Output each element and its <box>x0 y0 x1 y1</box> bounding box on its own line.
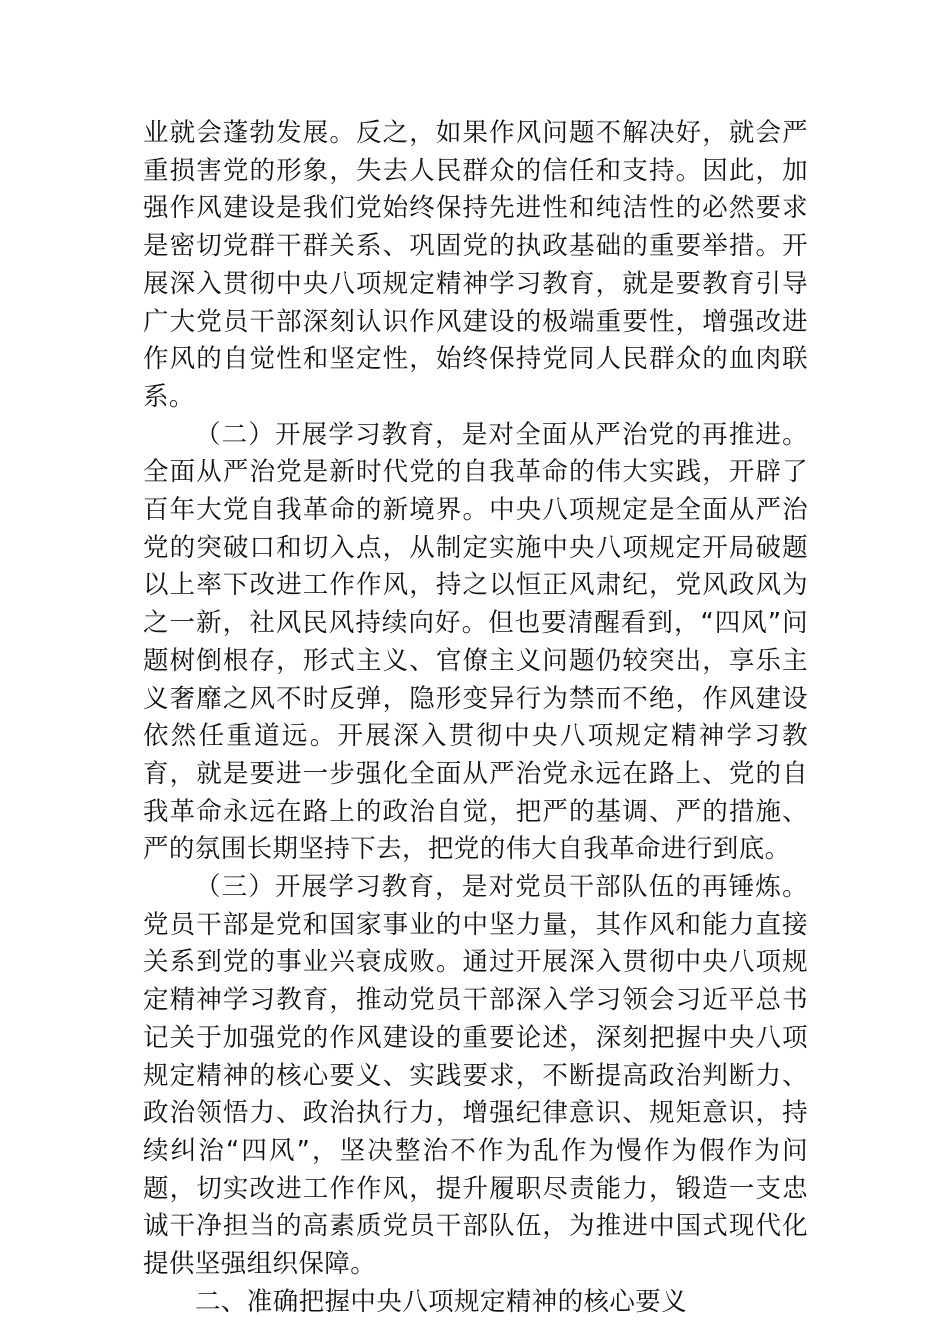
paragraph-continuation: 业就会蓬勃发展。反之，如果作风问题不解决好，就会严重损害党的形象，失去人民群众的信任和支持。因此，加强作风建设是我们党始终保持先进性和纯洁性的必然要求是密切党群干群关系、巩固党的执政基础的重要举措。开展深入贯彻中央八项规定精神学习教育，就是要教育引导广大党员干部深刻认识作风建设的极端重要性，增强改进作风的自觉性和坚定性，始终保持党同人民群众的血肉联系。 <box>143 118 808 412</box>
section-heading: 二、准确把握中央八项规定精神的核心要义 <box>195 1286 688 1317</box>
document-body <box>143 115 808 1322</box>
paragraph-section-2: （二）开展学习教育，是对全面从严治党的再推进。全面从严治党是新时代党的自我革命的伟大实践，开辟了百年大党自我革命的新境界。中央八项规定是全面从严治党的突破口和切入点，从制定实施中央八项规定开局破题以上率下改进工作作风，持之以恒正风肃纪，党风政风为之一新，社风民风持续向好。但也要清醒看到，“四风”问题树倒根存，形式主义、官僚主义问题仍较突出，享乐主义奢靡之风不时反弹，隐形变异行为禁而不绝，作风建设依然任重道远。开展深入贯彻中央八项规定精神学习教育，就是要进一步强化全面从严治党永远在路上、党的自我革命永远在路上的政治自觉，把严的基调、严的措施、严的氛围长期坚持下去，把党的伟大自我革命进行到底。 <box>143 419 808 865</box>
paragraph-section-3: （三）开展学习教育，是对党员干部队伍的再锤炼。党员干部是党和国家事业的中坚力量，其作风和能力直接关系到党的事业兴衰成败。通过开展深入贯彻中央八项规定精神学习教育，推动党员干部深入学习领会习近平总书记关于加强党的作风建设的重要论述，深刻把握中央八项规定精神的核心要义、实践要求，不断提高政治判断力、政治领悟力、政治执行力，增强纪律意识、规矩意识，持续纠治“四风”，坚决整治不作为乱作为慢作为假作为问题，切实改进工作作风，提升履职尽责能力，锻造一支忠诚干净担当的高素质党员干部队伍，为推进中国式现代化提供坚强组织保障。 <box>143 872 808 1280</box>
